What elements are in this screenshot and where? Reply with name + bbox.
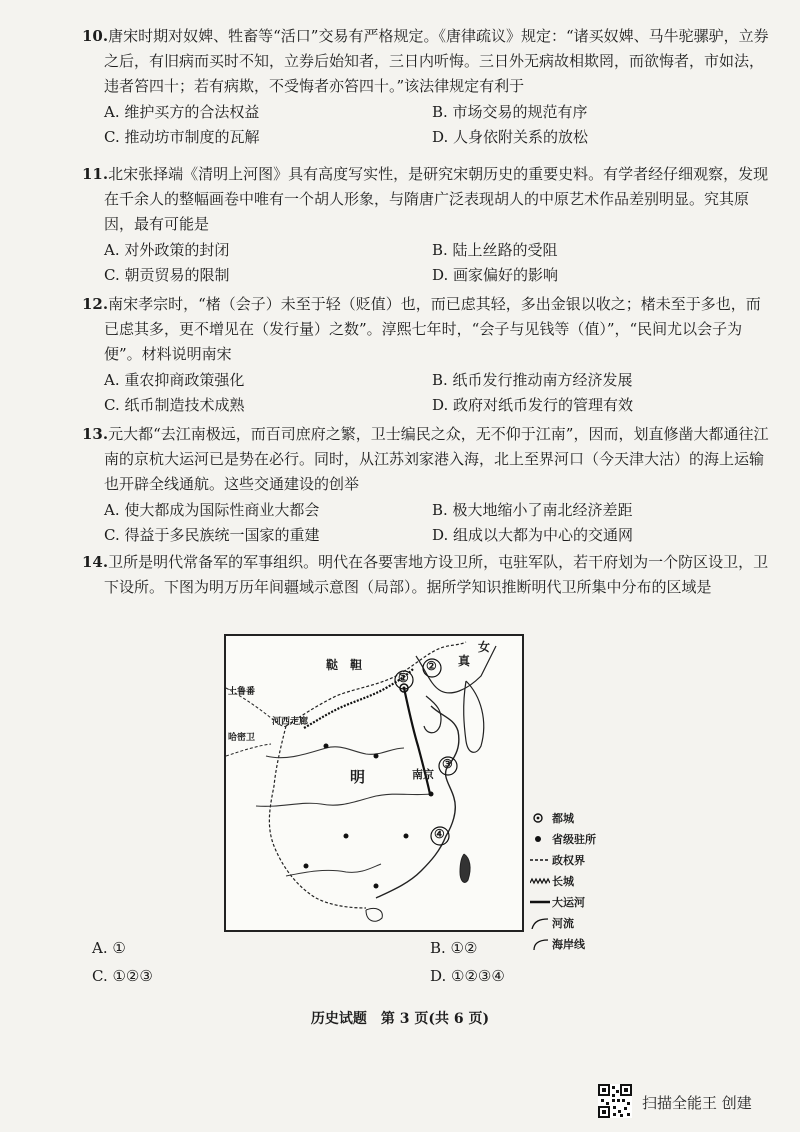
q14-option-b[interactable]: B. ①② xyxy=(430,939,478,957)
q14-option-d[interactable]: D. ①②③④ xyxy=(430,967,505,985)
question-stem: 唐宋时期对奴婢、牲畜等“活口”交易有严格规定。《唐律疏议》规定：“诸买奴婢、马牛驼骡驴，立券之后，有旧病而买时不知，立券后始知者，三日内听悔。三日外无病故相欺罔，而欲悔者，市如法，违者笞四十；若有病欺，不受悔者亦笞四十。”该法律规定有利于 xyxy=(104,27,769,95)
capital-icon xyxy=(530,812,550,824)
label-nanjing: 南京 xyxy=(412,768,434,781)
options xyxy=(82,238,772,288)
option-a[interactable]: A. 重农抑商政策强化 xyxy=(104,371,245,389)
legend-river: 河流 xyxy=(530,913,640,934)
option-c[interactable]: C. 推动坊市制度的瓦解 xyxy=(104,128,260,146)
question-10 xyxy=(82,24,772,150)
label-nuzhen-2: 真 xyxy=(458,654,471,668)
question-stem: 北宋张择端《清明上河图》具有高度写实性，是研究宋朝历史的重要史料。有学者经仔细观察，发现在千余人的整幅画卷中唯有一个胡人形象，与隋唐广泛表现胡人的中原艺术作品差别明显。究其原因，最有可能是 xyxy=(104,165,769,233)
label-nuzhen-1: 女 xyxy=(478,640,491,654)
question-stem: 南宋孝宗时，“楮（会子）未至于轻（贬值）也，而已虑其轻，多出金银以收之；楮未至于多也，而已虑其多，更不增见在（发行量）之数”。淳熙七年时，“会子与见钱等（值）”，“民间尤以会子为便”。材料说明南宋 xyxy=(104,295,761,363)
option-b[interactable]: B. 纸币发行推动南方经济发展 xyxy=(432,371,633,389)
options xyxy=(82,368,772,418)
question-number: 10. xyxy=(82,27,109,45)
qr-code-icon xyxy=(598,1084,632,1118)
legend-border: 政权界 xyxy=(530,850,640,871)
legend-capital: 都城 xyxy=(530,808,640,829)
question-number: 13. xyxy=(82,425,109,443)
ming-territory-map xyxy=(224,634,524,932)
label-tartar: 鞑 靼 xyxy=(326,658,363,672)
options xyxy=(82,498,772,548)
option-b[interactable]: B. 市场交易的规范有序 xyxy=(432,103,588,121)
river-icon xyxy=(530,917,550,929)
legend-grand-canal: 大运河 xyxy=(530,892,640,913)
question-number: 12. xyxy=(82,295,109,313)
legend-coastline: 海岸线 xyxy=(530,934,640,955)
question-stem: 元大都“去江南极远，而百司庶府之繁，卫士编民之众，无不仰于江南”，因而，划直修凿大都通往江南的京杭大运河已是势在必行。同时，从江苏刘家港入海，北上至界河口（今天津大沽）的海上运输也开辟全线通航。这些交通建设的创举 xyxy=(104,425,769,493)
question-11 xyxy=(82,162,772,288)
option-a[interactable]: A. 对外政策的封闭 xyxy=(104,241,230,259)
great-wall-icon xyxy=(530,875,550,887)
map-drawing xyxy=(226,636,522,930)
marker-1: ① xyxy=(398,671,409,685)
question-12 xyxy=(82,292,772,418)
option-d[interactable]: D. 人身依附关系的放松 xyxy=(432,128,589,146)
option-c[interactable]: C. 朝贡贸易的限制 xyxy=(104,266,230,284)
question-13 xyxy=(82,422,772,548)
label-hexi: 河西走廊 xyxy=(272,717,309,727)
watermark-text: 扫描全能王 创建 xyxy=(642,1094,752,1112)
label-hami: 哈密卫 xyxy=(228,733,256,743)
question-number: 11. xyxy=(82,165,109,183)
legend-provincial-seat: 省级驻所 xyxy=(530,829,640,850)
label-tulufan: 土鲁番 xyxy=(228,687,256,697)
q14-option-c[interactable]: C. ①②③ xyxy=(92,967,153,985)
question-14 xyxy=(82,550,772,600)
option-a[interactable]: A. 使大都成为国际性商业大都会 xyxy=(104,501,320,519)
option-b[interactable]: B. 极大地缩小了南北经济差距 xyxy=(432,501,633,519)
marker-4: ④ xyxy=(434,827,445,841)
label-ming: 明 xyxy=(350,768,366,786)
option-c[interactable]: C. 得益于多民族统一国家的重建 xyxy=(104,526,320,544)
option-d[interactable]: D. 组成以大都为中心的交通网 xyxy=(432,526,634,544)
marker-2: ② xyxy=(426,659,437,673)
grand-canal-icon xyxy=(530,896,550,908)
question-number: 14. xyxy=(82,553,109,571)
page-footer: 历史试题 第 3 页(共 6 页) xyxy=(310,1011,490,1027)
border-line-icon xyxy=(530,854,550,866)
options xyxy=(82,100,772,150)
question-stem: 卫所是明代常备军的军事组织。明代在各要害地方设卫所，屯驻军队，若干府划为一个防区设卫，卫下设所。下图为明万历年间疆域示意图（局部）。据所学知识推断明代卫所集中分布的区域是 xyxy=(104,553,769,596)
option-c[interactable]: C. 纸币制造技术成熟 xyxy=(104,396,245,414)
legend-great-wall: 长城 xyxy=(530,871,640,892)
option-b[interactable]: B. 陆上丝路的受阻 xyxy=(432,241,558,259)
option-d[interactable]: D. 画家偏好的影响 xyxy=(432,266,559,284)
option-a[interactable]: A. 维护买方的合法权益 xyxy=(104,103,260,121)
q14-option-a[interactable]: A. ① xyxy=(92,939,126,957)
option-d[interactable]: D. 政府对纸币发行的管理有效 xyxy=(432,396,634,414)
coastline-icon xyxy=(530,938,550,950)
marker-3: ③ xyxy=(442,757,453,771)
map-legend xyxy=(530,808,640,955)
provincial-seat-icon xyxy=(530,833,550,845)
